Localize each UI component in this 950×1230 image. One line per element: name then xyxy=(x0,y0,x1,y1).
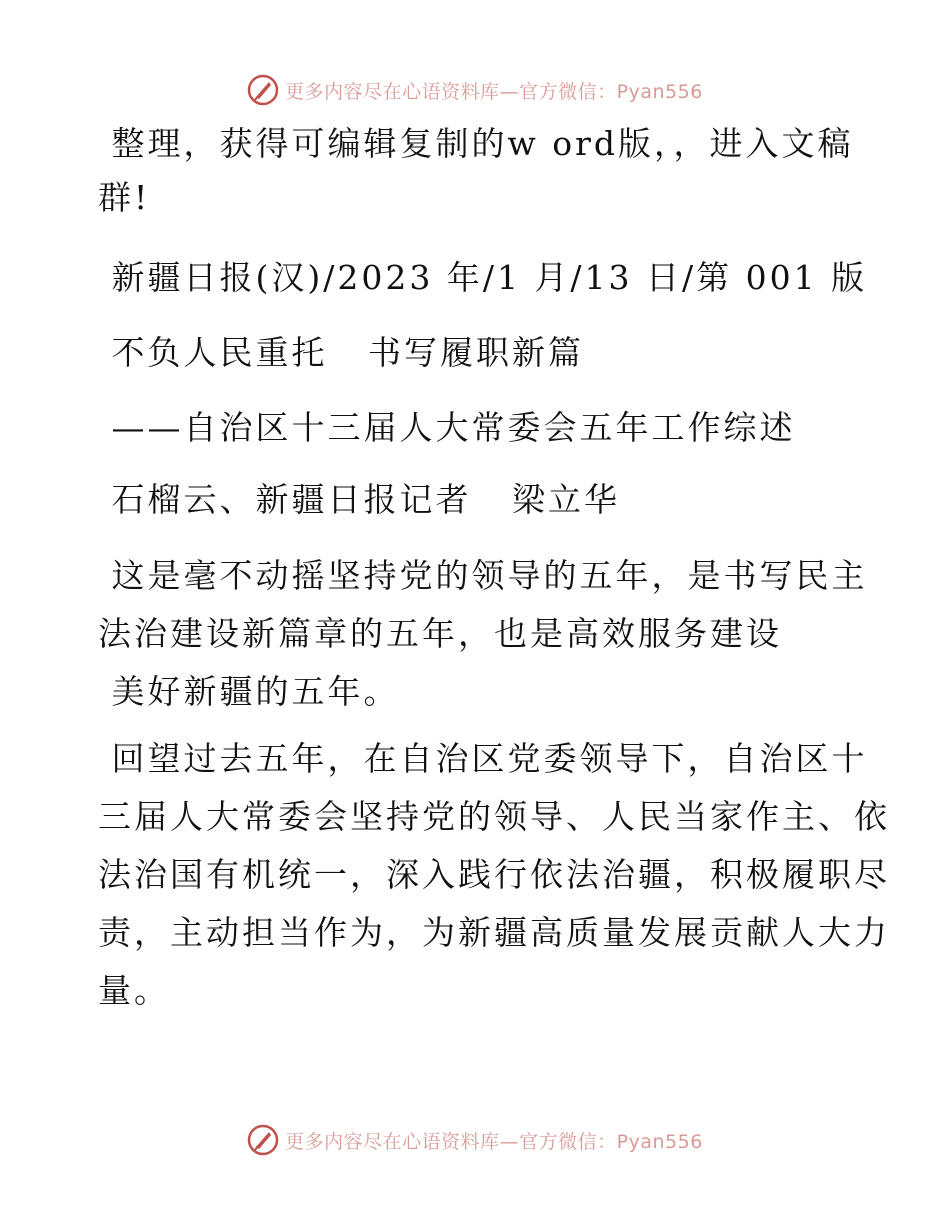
source-wrap xyxy=(98,260,867,296)
watermark-text: 更多内容尽在心语资料库—官方微信：Pyan556 xyxy=(285,1130,703,1153)
para2-line-5: 量。 xyxy=(98,971,170,1010)
para1-line-2: 法治建设新篇章的五年，也是高效服务建设 xyxy=(98,614,782,653)
para2-line-1: 回望过去五年，在自治区党委领导下，自治区十 xyxy=(98,739,868,778)
subheadline-wrap xyxy=(98,410,796,446)
para2-line-2: 三届人大常委会坚持党的领导、人民当家作主、依 xyxy=(98,797,890,836)
source-line: 新疆日报(汉)/2023 年/1 月/13 日/第 001 版 xyxy=(98,258,868,297)
para2-line-4: 责，主动担当作为，为新疆高质量发展贡献人大力 xyxy=(98,913,890,952)
intro-wrap xyxy=(98,180,150,216)
quill-logo-icon xyxy=(247,74,279,106)
para2-line-3: 法治国有机统一，深入践行依法治疆，积极履职尽 xyxy=(98,855,890,894)
intro-line-2: 群! xyxy=(98,178,151,217)
byline: 石榴云、新疆日报记者 梁立华 xyxy=(98,480,620,519)
watermark-footer xyxy=(0,1120,950,1160)
subheadline: ——自治区十三届人大常委会五年工作综述 xyxy=(98,408,796,447)
headline-wrap xyxy=(98,335,584,371)
para1-line-1: 这是毫不动摇坚持党的领导的五年，是书写民主 xyxy=(98,556,868,595)
quill-logo-icon xyxy=(247,1124,279,1156)
watermark-header xyxy=(0,70,950,110)
intro xyxy=(98,126,854,162)
intro-line-1: 整理，获得可编辑复制的w ord版，，进入文稿 xyxy=(98,124,854,163)
paragraph-1 xyxy=(98,547,868,721)
watermark-text: 更多内容尽在心语资料库—官方微信：Pyan556 xyxy=(285,80,703,103)
headline: 不负人民重托 书写履职新篇 xyxy=(98,333,584,372)
paragraph-2 xyxy=(98,730,890,1020)
para1-line-3: 美好新疆的五年。 xyxy=(98,672,400,711)
byline-wrap xyxy=(98,482,620,518)
